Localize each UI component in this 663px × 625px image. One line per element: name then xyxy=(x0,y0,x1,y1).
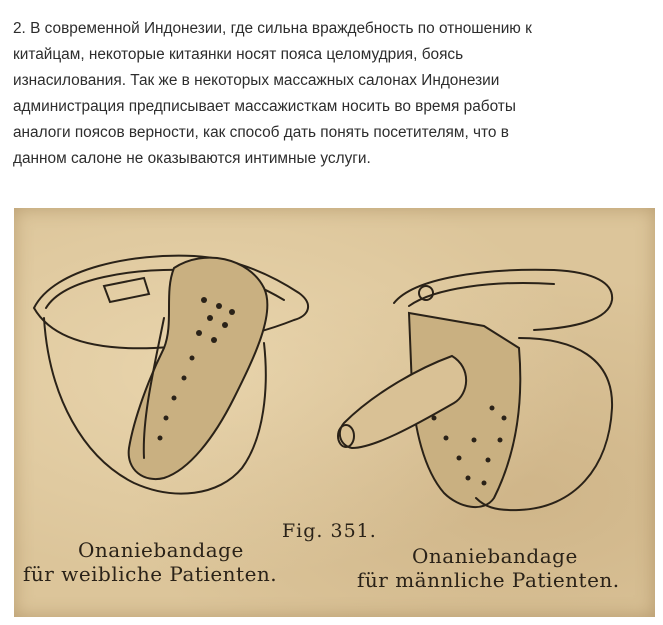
left-caption-line-1: Onaniebandage xyxy=(78,538,244,562)
vintage-illustration xyxy=(14,208,655,617)
paragraph-line: 2. В современной Индонезии, где сильна враждебность по отношению к xyxy=(13,20,532,37)
left-shield xyxy=(129,258,268,479)
paragraph-line: китайцам, некоторые китаянки носят пояса целомудрия, боясь xyxy=(13,46,464,63)
paragraph-line: администрация предписывает массажисткам носить во время работы xyxy=(13,98,516,115)
paragraph-line: аналоги поясов верности, как способ дать понять посетителям, что в xyxy=(13,124,509,141)
left-caption-line-2: für weibliche Patienten. xyxy=(23,562,278,586)
article-paragraph xyxy=(13,16,653,172)
right-caption-line-2: für männliche Patienten. xyxy=(357,568,620,592)
paragraph-line: данном салоне не оказываются интимные услуги. xyxy=(13,150,371,167)
right-caption-line-1: Onaniebandage xyxy=(412,544,578,568)
left-buckle xyxy=(104,278,149,302)
paragraph-line: изнасилования. Так же в некоторых массажных салонах Индонезии xyxy=(13,72,500,89)
right-belt-inner xyxy=(409,283,554,306)
figure-label: Fig. 351. xyxy=(282,520,377,542)
